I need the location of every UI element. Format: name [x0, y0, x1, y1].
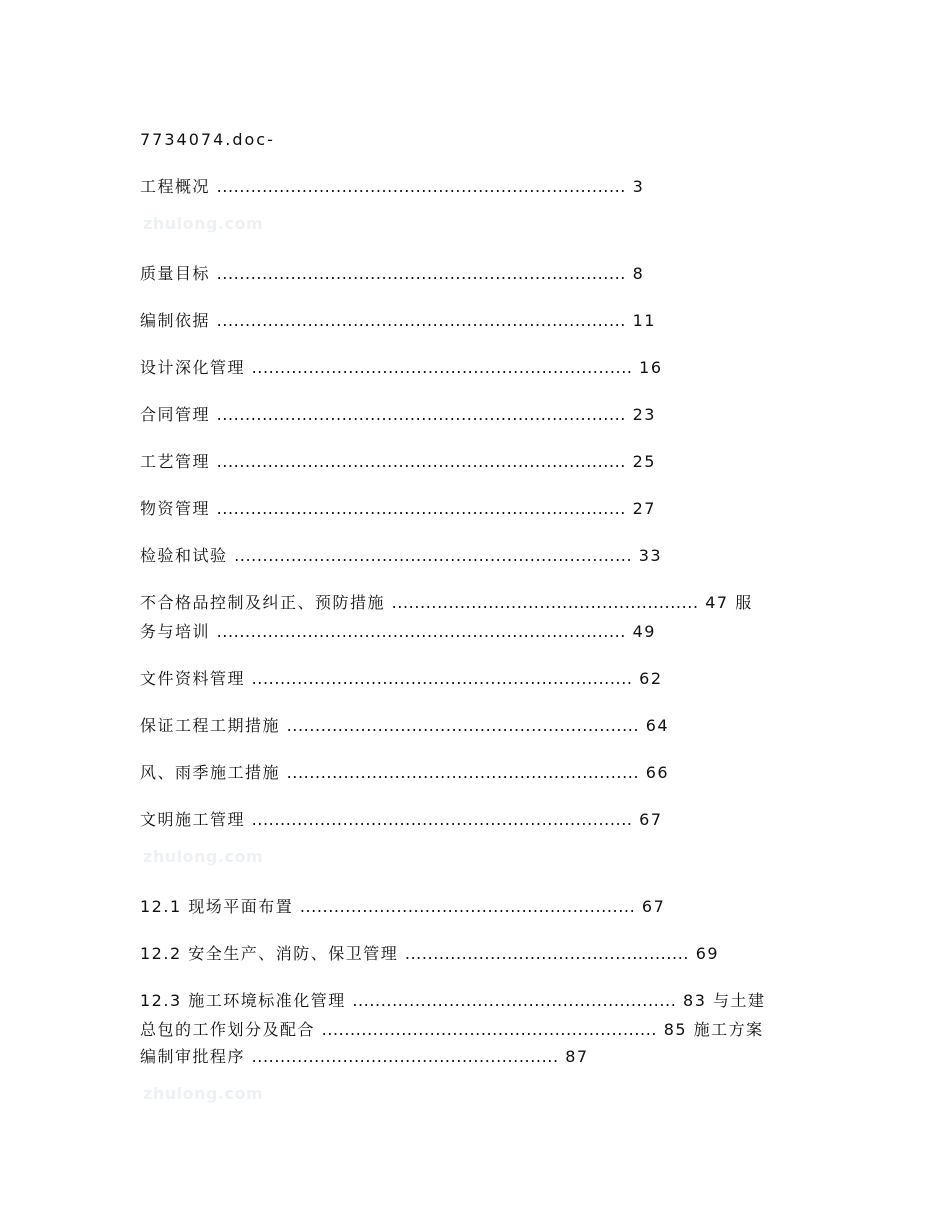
toc-entry[interactable]: [140, 810, 663, 830]
toc-leader-dots: ..................................................: [404, 944, 690, 963]
toc-entry-title: 编制依据: [140, 311, 211, 330]
toc-entry[interactable]: [140, 944, 719, 964]
toc-entry-title: 文件资料管理: [140, 669, 246, 688]
toc-entry[interactable]: [140, 405, 656, 425]
toc-entry-page: 64: [645, 716, 670, 735]
toc-leader-dots: ......................................................: [391, 593, 699, 612]
watermark: zhulong.com: [143, 214, 264, 233]
toc-entry[interactable]: [140, 991, 765, 1011]
toc-leader-dots: ......................................................: [251, 1047, 559, 1066]
toc-entry[interactable]: [140, 716, 669, 736]
toc-entry-page: 27: [632, 499, 656, 518]
toc-entry-continuation[interactable]: [140, 1020, 764, 1040]
toc-entry-title: 文明施工管理: [140, 810, 246, 829]
toc-entry-title: 质量目标: [140, 264, 211, 283]
toc-entry-page: 11: [632, 311, 656, 330]
toc-leader-dots: ...........................................................: [321, 1020, 658, 1039]
toc-leader-dots: ........................................................................: [216, 405, 626, 424]
toc-leader-dots: ...................................................................: [251, 810, 633, 829]
toc-entry-page: 62: [639, 669, 663, 688]
toc-wrapped-text: 总包的工作划分及配合: [140, 1020, 316, 1039]
toc-entry-page: 66: [645, 763, 670, 782]
toc-entry-page: 85: [663, 1020, 688, 1039]
toc-entry-page: 69: [695, 944, 720, 963]
toc-wrapped-text: 编制审批程序: [140, 1047, 246, 1066]
toc-leader-dots: .........................................................: [352, 991, 677, 1010]
toc-entry-page: 3: [632, 177, 645, 196]
toc-entry[interactable]: [140, 897, 665, 917]
toc-entry-title: 12.2 安全生产、消防、保卫管理: [140, 944, 399, 963]
toc-entry-title: 保证工程工期措施: [140, 716, 281, 735]
toc-entry-page: 8: [632, 264, 645, 283]
toc-entry-title: 12.1 现场平面布置: [140, 897, 294, 916]
toc-leader-dots: ........................................................................: [216, 264, 626, 283]
toc-entry[interactable]: [140, 177, 644, 197]
toc-leader-dots: ........................................................................: [216, 499, 626, 518]
watermark: zhulong.com: [143, 847, 264, 866]
toc-entry-title: 不合格品控制及纠正、预防措施: [140, 593, 386, 612]
toc-leader-dots: ........................................................................: [216, 177, 626, 196]
toc-leader-dots: ........................................................................: [216, 622, 626, 641]
toc-entry-continuation[interactable]: [140, 622, 656, 642]
toc-entry-page: 67: [641, 897, 666, 916]
toc-wrapped-text: 服: [735, 593, 753, 612]
toc-entry-page: 49: [632, 622, 656, 641]
toc-entry-title: 检验和试验: [140, 546, 228, 565]
watermark: zhulong.com: [143, 1084, 264, 1103]
toc-entry-title: 工艺管理: [140, 452, 211, 471]
toc-entry[interactable]: [140, 452, 656, 472]
toc-entry-title: 物资管理: [140, 499, 211, 518]
toc-leader-dots: ......................................................................: [234, 546, 633, 565]
toc-entry[interactable]: [140, 546, 662, 566]
toc-leader-dots: ..............................................................: [286, 763, 640, 782]
toc-entry-page: 23: [632, 405, 656, 424]
toc-entry-title: 设计深化管理: [140, 358, 246, 377]
toc-entry-title: 合同管理: [140, 405, 211, 424]
toc-wrapped-text: 与土建: [712, 991, 766, 1010]
toc-entry[interactable]: [140, 499, 656, 519]
toc-leader-dots: ...........................................................: [299, 897, 636, 916]
document-id: 7734074.doc-: [140, 130, 275, 149]
toc-entry-title: 12.3 施工环境标准化管理: [140, 991, 346, 1010]
toc-entry-page: 25: [632, 452, 656, 471]
toc-entry[interactable]: [140, 311, 656, 331]
toc-leader-dots: ........................................................................: [216, 311, 626, 330]
toc-wrapped-text: 施工方案: [693, 1020, 764, 1039]
toc-entry-title: 工程概况: [140, 177, 211, 196]
toc-entry[interactable]: [140, 593, 753, 613]
toc-entry-page: 87: [565, 1047, 589, 1066]
toc-entry[interactable]: [140, 264, 644, 284]
toc-entry-page: 67: [639, 810, 663, 829]
toc-entry-continuation[interactable]: [140, 1047, 589, 1067]
toc-entry-title: 风、雨季施工措施: [140, 763, 281, 782]
toc-leader-dots: ...................................................................: [251, 669, 633, 688]
toc-entry-page: 83: [683, 991, 707, 1010]
toc-entry[interactable]: [140, 763, 669, 783]
toc-leader-dots: ..............................................................: [286, 716, 640, 735]
toc-entry-page: 16: [639, 358, 663, 377]
toc-entry-page: 33: [638, 546, 663, 565]
toc-leader-dots: ...................................................................: [251, 358, 633, 377]
toc-wrapped-text: 务与培训: [140, 622, 211, 641]
toc-entry[interactable]: [140, 669, 663, 689]
toc-entry[interactable]: [140, 358, 663, 378]
toc-entry-page: 47: [705, 593, 729, 612]
toc-leader-dots: ........................................................................: [216, 452, 626, 471]
